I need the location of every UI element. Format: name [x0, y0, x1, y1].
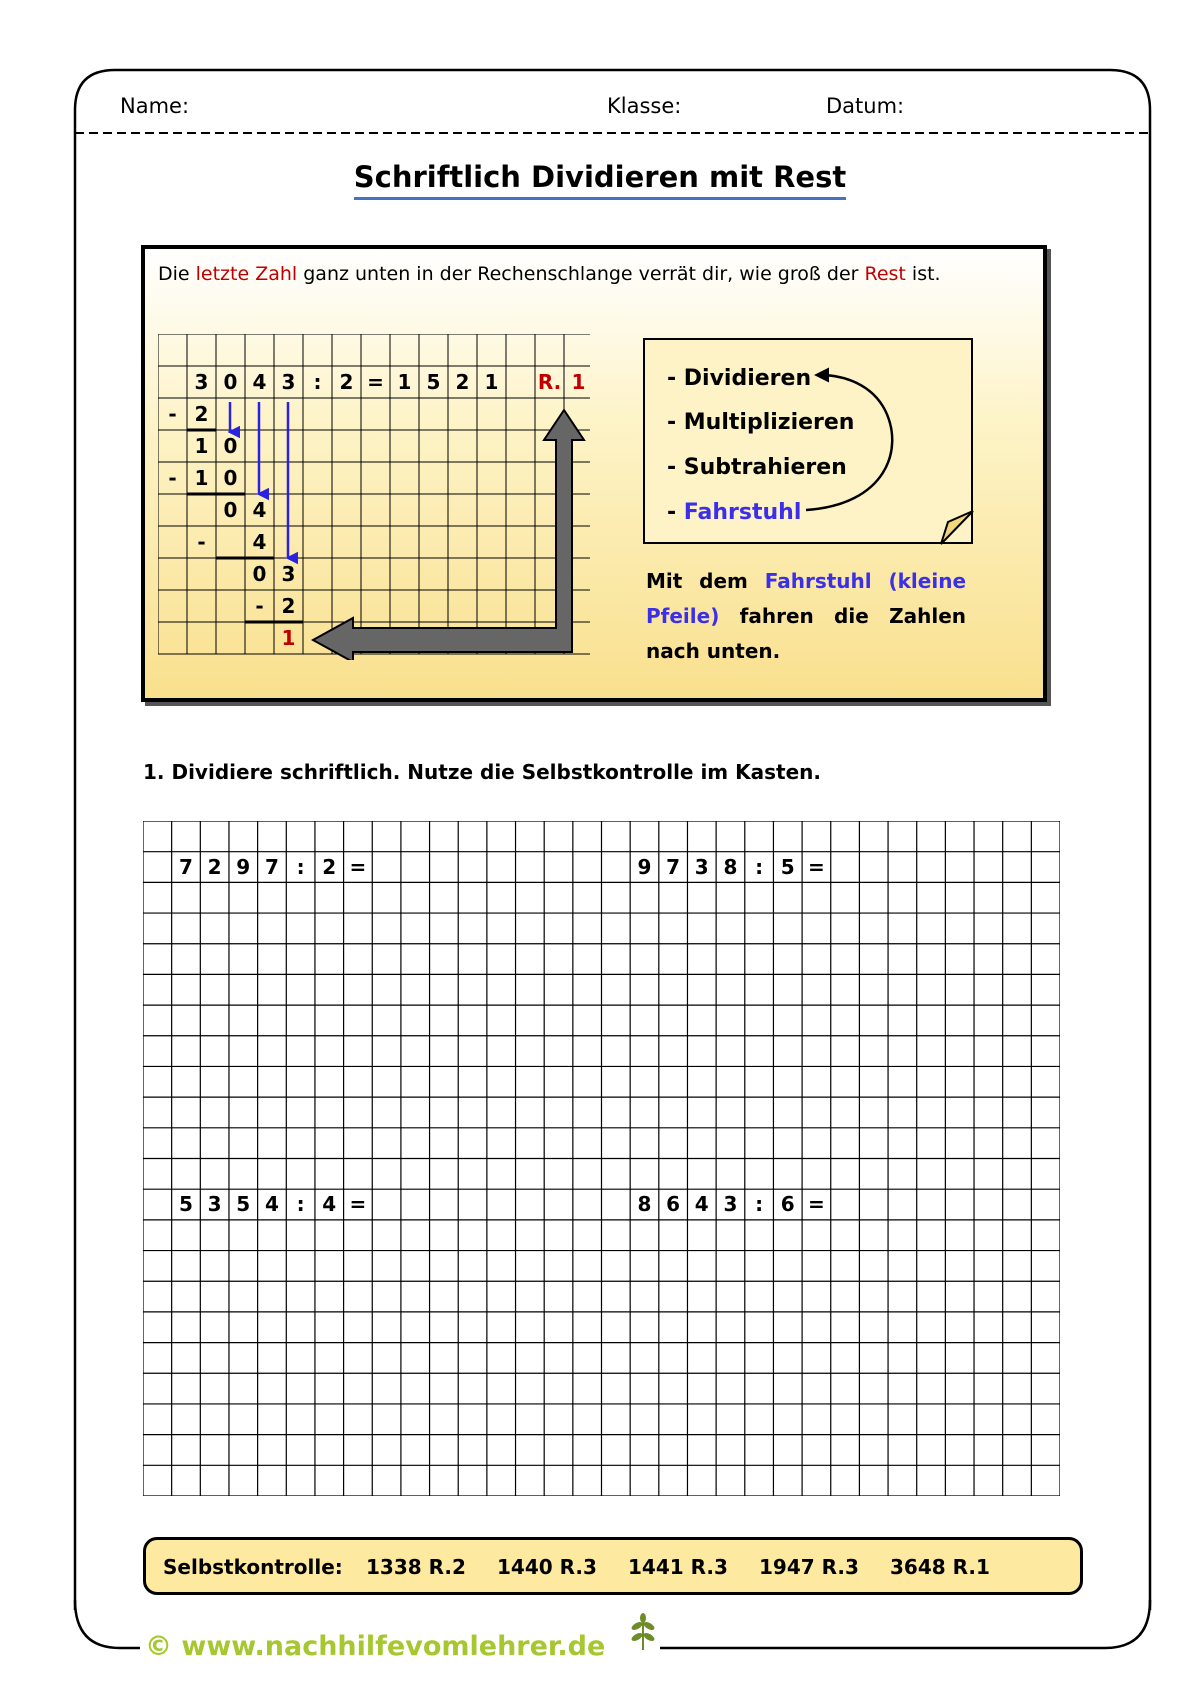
example-digit: 3 [281, 370, 296, 394]
problem-digit: = [349, 1192, 367, 1217]
fahrstuhl-text-part: fahren die Zahlen nach unten. [646, 604, 966, 663]
problem-digit: 3 [694, 854, 709, 879]
example-digit: : [313, 370, 322, 394]
page-title [0, 160, 1200, 194]
step-fahrstuhl-label: Fahrstuhl [683, 500, 802, 525]
intro-part: Die [158, 263, 196, 285]
problem-digit: 3 [207, 1192, 222, 1217]
task-instruction: 1. Dividiere schriftlich. Nutze die Selbstkontrolle im Kasten. [143, 760, 821, 784]
step-subtrahieren: - Subtrahieren [667, 455, 847, 480]
problem-digit: : [755, 854, 764, 879]
example-digit: 4 [252, 498, 267, 522]
answer-item: 1338 R.2 [366, 1555, 466, 1579]
example-digit: 2 [455, 370, 470, 394]
example-digit: 2 [281, 594, 296, 618]
problem-digit: = [349, 854, 367, 879]
example-digit: 1 [397, 370, 412, 394]
problem-digit: 3 [723, 1192, 738, 1217]
answer-item: 1441 R.3 [628, 1555, 728, 1579]
fahrstuhl-highlight: Fahrstuhl (kleine Pfeile) [646, 569, 967, 628]
answer-item: 3648 R.1 [890, 1555, 990, 1579]
class-label: Klasse: [607, 94, 682, 118]
problem-digit: 6 [780, 1192, 795, 1217]
example-digit: 4 [252, 370, 267, 394]
example-digit: 1 [484, 370, 499, 394]
problem-digit: = [808, 1192, 825, 1217]
example-digit: - [168, 466, 177, 490]
example-digit: 2 [339, 370, 354, 394]
example-digit: 0 [223, 434, 238, 458]
example-digit: 2 [194, 402, 209, 426]
fahrstuhl-explanation [646, 564, 966, 669]
problem-digit: : [755, 1192, 764, 1217]
leaf-icon [628, 1612, 658, 1652]
note-fold [940, 510, 976, 546]
problem-digit: : [296, 1192, 305, 1217]
example-digit: 0 [223, 498, 238, 522]
problem-digit: 2 [207, 854, 222, 879]
problem-digit: 4 [264, 1192, 279, 1217]
answer-item: 1947 R.3 [759, 1555, 859, 1579]
example-digit: 1 [194, 434, 209, 458]
date-label: Datum: [826, 94, 905, 118]
problem-digit: 7 [178, 854, 193, 879]
fahrstuhl-text-part: Mit dem [646, 569, 765, 593]
example-digit: 0 [252, 562, 267, 586]
intro-text [158, 263, 941, 285]
problem-digit: : [296, 854, 305, 879]
example-digit: - [255, 594, 264, 618]
problem-digit: 4 [322, 1192, 337, 1217]
problem-digit: 7 [264, 854, 279, 879]
problem-digit: 9 [236, 854, 251, 879]
selbstkontrolle-label: Selbstkontrolle: [163, 1555, 343, 1579]
problem-digit: 5 [178, 1192, 193, 1217]
problem-digit: = [808, 854, 825, 879]
example-digit: 1 [194, 466, 209, 490]
problem-digit: 4 [694, 1192, 709, 1217]
problem-digit: 9 [637, 854, 652, 879]
problem-digit: 5 [780, 854, 795, 879]
example-digit: - [197, 530, 206, 554]
example-digit: R. [537, 370, 562, 394]
example-digit: 0 [223, 466, 238, 490]
intro-highlight: letzte Zahl [195, 263, 298, 285]
intro-highlight: Rest [864, 263, 906, 285]
intro-part: ganz unten in der Rechenschlange verrät dir, wie groß der [297, 263, 865, 285]
problem-digit: 8 [637, 1192, 652, 1217]
cycle-arrow-icon [790, 355, 900, 525]
step-multiplizieren: - Multiplizieren [667, 410, 855, 435]
problem-digit: 2 [322, 854, 337, 879]
example-digit: 0 [223, 370, 238, 394]
intro-part: ist. [905, 263, 941, 285]
step-dividieren: - Dividieren [667, 366, 812, 391]
example-digit: = [367, 370, 384, 394]
problem-digit: 5 [236, 1192, 251, 1217]
problem-digit: 7 [666, 854, 681, 879]
example-digit: 4 [252, 530, 267, 554]
example-digit: 5 [426, 370, 441, 394]
answer-item: 1440 R.3 [497, 1555, 597, 1579]
example-digit: - [168, 402, 177, 426]
example-digit: 3 [194, 370, 209, 394]
problem-digit: 8 [723, 854, 738, 879]
example-digit: 3 [281, 562, 296, 586]
name-label: Name: [120, 94, 190, 118]
footer-copyright: © www.nachhilfevomlehrer.de [145, 1631, 606, 1662]
example-digit: 1 [281, 626, 296, 650]
example-overlay [158, 334, 590, 660]
step-fahrstuhl [667, 500, 801, 525]
step-dash: - [667, 500, 684, 525]
example-digit: 1 [571, 370, 586, 394]
problem-digit: 6 [666, 1192, 681, 1217]
task-grid[interactable] [143, 821, 1060, 1496]
page-title-text: Schriftlich Dividieren mit Rest [354, 160, 846, 200]
